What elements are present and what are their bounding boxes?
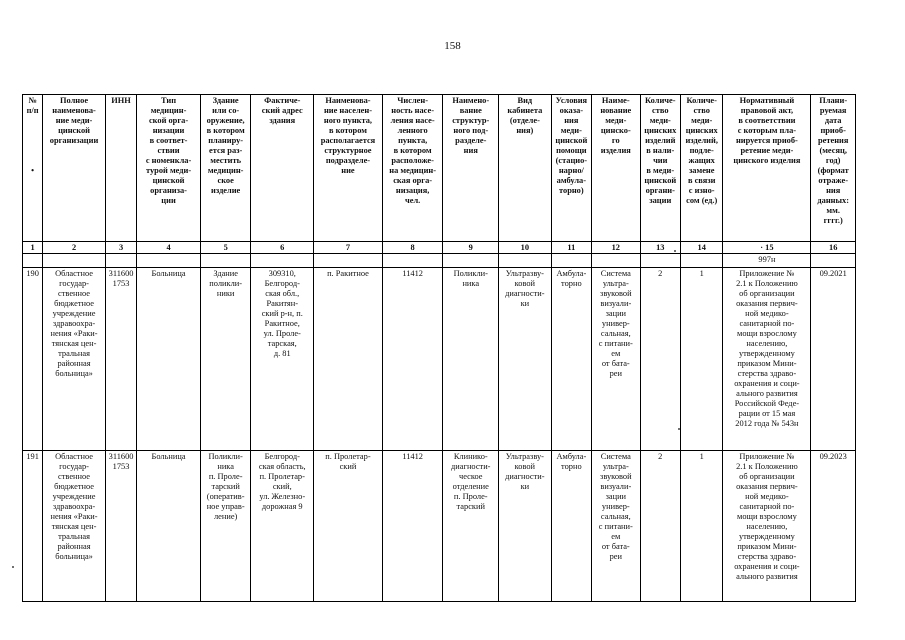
medical-equipment-table	[22, 94, 856, 602]
inn: 311600 1753	[105, 451, 136, 602]
column-number: 8	[382, 242, 443, 254]
org-name: Областное государ- ственное бюджетное учреждение здравоохра- нения «Раки- тянская цен- тральная районная больница»	[43, 268, 106, 451]
column-number: 12	[592, 242, 641, 254]
column-number: 9	[443, 242, 499, 254]
column-header: Нормативный правовой акт, в соответствии с которым пла- нируется приоб- ретение меди- цинского изделия	[723, 95, 811, 242]
legal-act: Приложение № 2.1 к Положению об организации оказания первич- ной медико- санитарной по- мощи взрослому населению, утвержденному приказом Мини- стерства здраво- охранения и соци- ального развития	[723, 451, 811, 602]
unit-name: Поликли- ника	[443, 268, 499, 451]
column-header: Наиме- нование меди- цинско- го изделия	[592, 95, 641, 242]
table-row	[23, 268, 856, 451]
qty-available: 2	[640, 268, 680, 451]
row-number: 190	[23, 268, 43, 451]
qty-available: 2	[640, 451, 680, 602]
column-number: 2	[43, 242, 106, 254]
org-type: Больница	[137, 268, 201, 451]
population: 11412	[382, 451, 443, 602]
column-header: Вид кабинета (отделе- ния)	[499, 95, 552, 242]
column-header: Наимено- вание структур- ного под- разделе- ния	[443, 95, 499, 242]
settlement: п. Ракитное	[314, 268, 383, 451]
note-cell: 997н	[723, 254, 811, 268]
address: 309310, Белгород- ская обл., Ракитян- ский р-н, п. Ракитное, ул. Проле- тарская, д. 81	[251, 268, 314, 451]
qty-replace: 1	[680, 268, 722, 451]
legal-act: Приложение № 2.1 к Положению об организации оказания первич- ной медико- санитарной по- мощи взрослому населению, утвержденному приказом Мини- стерства здраво- охранения и соци- ального развития Российской Феде- рации от 15 мая 2012 года № 543н	[723, 268, 811, 451]
column-header: Тип медицин- ской орга- низации в соответ- ствии с номенкла- турой меди- цинской организа- ции	[137, 95, 201, 242]
column-number: 16	[811, 242, 856, 254]
care-conditions: Амбула- торно	[551, 451, 591, 602]
note-row	[23, 254, 856, 268]
column-number-row	[23, 242, 856, 254]
column-header: Числен- ность насе- ления насе- ленного пункта, в котором расположе- на медицин- ская орга- низация, чел.	[382, 95, 443, 242]
column-header: ИНН	[105, 95, 136, 242]
row-number: 191	[23, 451, 43, 602]
page-number: 158	[444, 40, 461, 52]
address: Белгород- ская область, п. Пролетар- ский, ул. Железно- дорожная 9	[251, 451, 314, 602]
population: 11412	[382, 268, 443, 451]
column-header: Условия оказа- ния меди- цинской помощи (стацио- нарно/ амбула- торно)	[551, 95, 591, 242]
column-header: Фактиче- ский адрес здания	[251, 95, 314, 242]
column-header: Количе- ство меди- цинских изделий в нали- чии в меди- цинской органи- зации	[640, 95, 680, 242]
scan-speck	[678, 428, 680, 430]
column-number: 3	[105, 242, 136, 254]
table-row	[23, 451, 856, 602]
org-type: Больница	[137, 451, 201, 602]
building: Здание поликли- ники	[200, 268, 251, 451]
inn: 311600 1753	[105, 268, 136, 451]
column-header: Количе- ство меди- цинских изделий, подле- жащих замене в связи с изно- сом (ед.)	[680, 95, 722, 242]
building: Поликли- ника п. Проле- тарский (оператив- ное управ- ление)	[200, 451, 251, 602]
column-number: 13	[640, 242, 680, 254]
device-name: Система ультра- звуковой визуали- зации универ- сальная, с питани- ем от бата- реи	[592, 451, 641, 602]
org-name: Областное государ- ственное бюджетное учреждение здравоохра- нения «Раки- тянская цен- тральная районная больница»	[43, 451, 106, 602]
column-number: 7	[314, 242, 383, 254]
column-number: 5	[200, 242, 251, 254]
table-header-row	[23, 95, 856, 242]
column-number: 1	[23, 242, 43, 254]
care-conditions: Амбула- торно	[551, 268, 591, 451]
column-number: 14	[680, 242, 722, 254]
planned-date: 09.2023	[811, 451, 856, 602]
column-header: Здание или со- оружение, в котором планиру- ется раз- местить медицин- ское изделие	[200, 95, 251, 242]
column-number: · 15	[723, 242, 811, 254]
scan-speck	[674, 250, 676, 252]
scan-speck	[12, 566, 14, 568]
column-header: Наименова- ние населен- ного пункта, в котором располагается структурное подразделе- ние	[314, 95, 383, 242]
column-header: Полное наименова- ние меди- цинской организации	[43, 95, 106, 242]
planned-date: 09.2021	[811, 268, 856, 451]
column-number: 11	[551, 242, 591, 254]
column-number: 4	[137, 242, 201, 254]
unit-name: Клинико- диагности- ческое отделение п. Проле- тарский	[443, 451, 499, 602]
settlement: п. Пролетар- ский	[314, 451, 383, 602]
cabinet-type: Ультразву- ковой диагности- ки	[499, 451, 552, 602]
column-number: 10	[499, 242, 552, 254]
qty-replace: 1	[680, 451, 722, 602]
column-number: 6	[251, 242, 314, 254]
device-name: Система ультра- звуковой визуали- зации универ- сальная, с питани- ем от бата- реи	[592, 268, 641, 451]
column-header: № п/п •	[23, 95, 43, 242]
cabinet-type: Ультразву- ковой диагности- ки	[499, 268, 552, 451]
column-header: Плани- руемая дата приоб- ретения (месяц, год) (формат отраже- ния данных: мм. гггг.)	[811, 95, 856, 242]
